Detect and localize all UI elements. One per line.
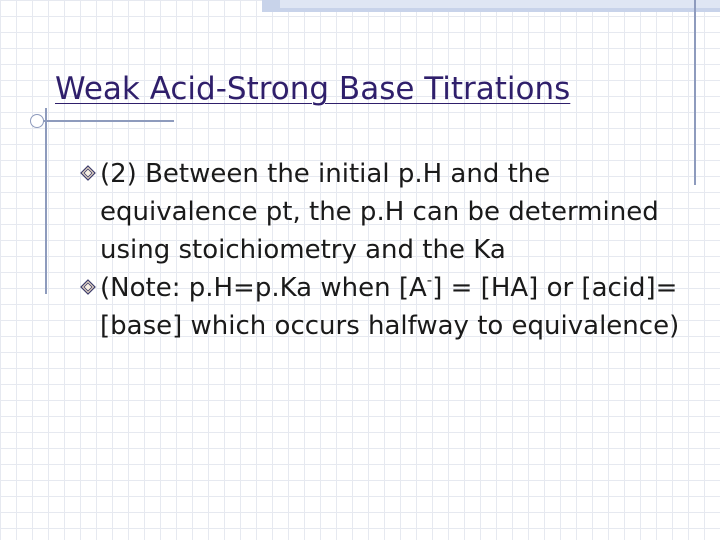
diamond-bullet-icon [80, 165, 96, 181]
decorative-title-rule [38, 120, 174, 122]
decorative-left-rule [45, 108, 47, 294]
bullet-text: (2) Between the initial p.H and the equivalence pt, the p.H can be determined using stoichiometry and the Ka [100, 159, 659, 265]
decorative-corner-circle [30, 114, 44, 128]
bullet-item [76, 269, 716, 345]
bullet-text-suffix: ] = [HA] or [acid]=[base] which occurs halfway to equivalence) [100, 273, 680, 341]
bullet-text-prefix: (Note: p.H=p.Ka when [A [100, 273, 427, 303]
diamond-bullet-icon [80, 279, 96, 295]
slide-content [76, 155, 716, 345]
slide-title: Weak Acid-Strong Base Titrations [55, 71, 571, 107]
superscript-minus: - [426, 271, 433, 289]
bullet-text [100, 269, 716, 345]
bullet-item [76, 155, 716, 269]
decorative-top-bar-inner [280, 0, 720, 8]
